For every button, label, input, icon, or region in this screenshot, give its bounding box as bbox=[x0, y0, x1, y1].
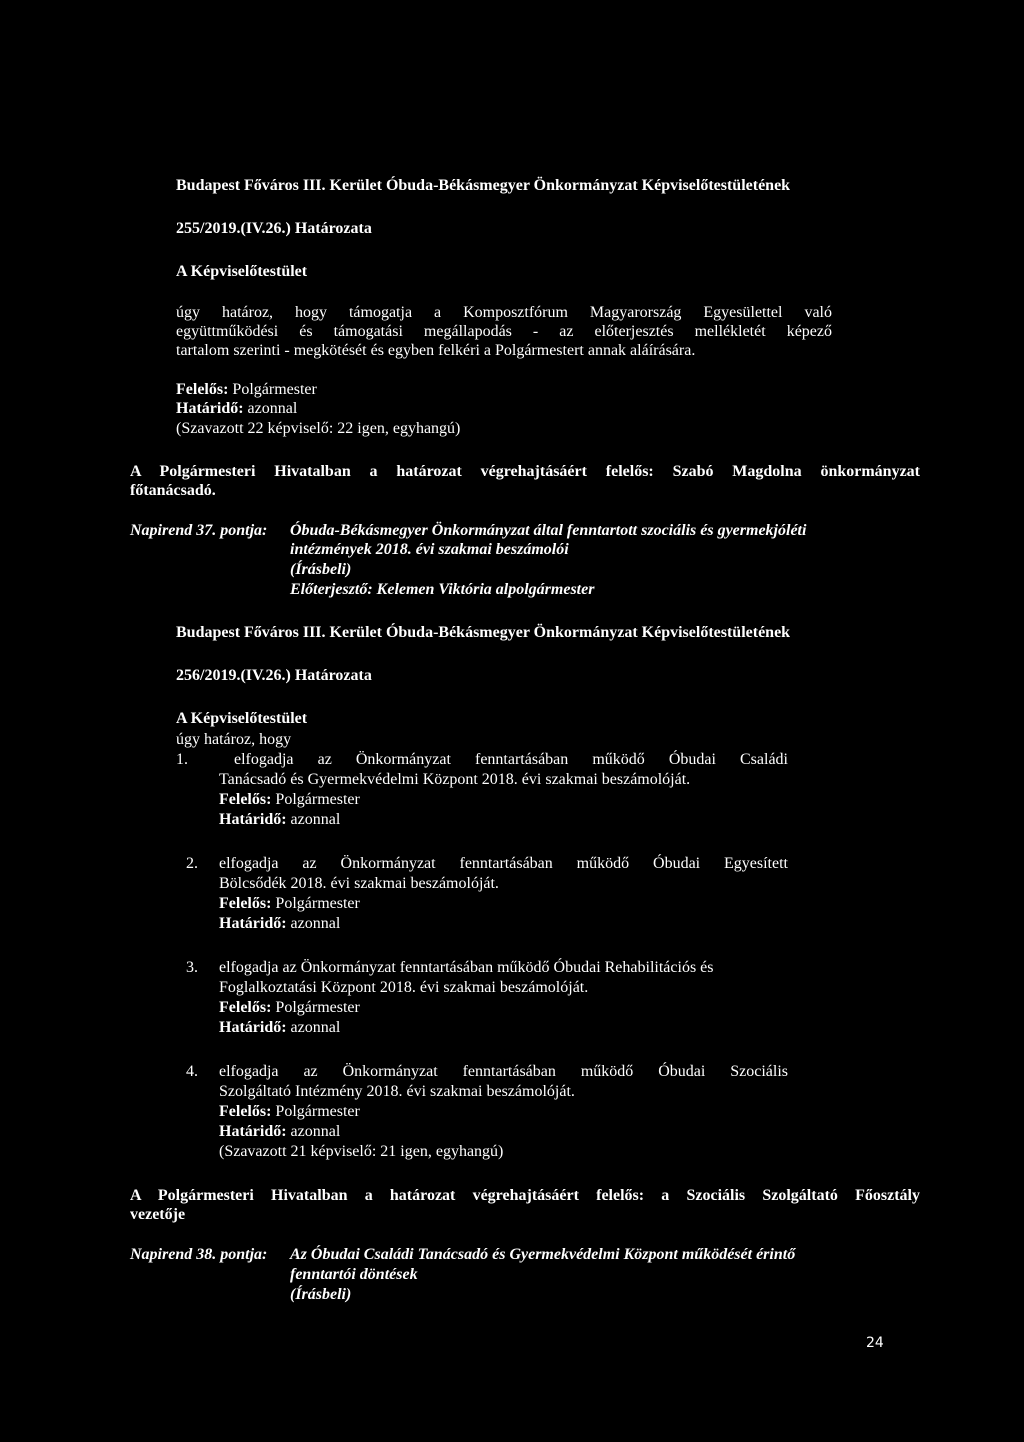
resolution-256-intro: úgy határoz, hogy bbox=[176, 731, 292, 748]
agenda-38-title: Az Óbudai Családi Tanácsadó és Gyermekvédelmi Központ működését érintő bbox=[290, 1246, 796, 1263]
resolution-255-body-title: A Képviselőtestület bbox=[176, 263, 308, 280]
list-item bbox=[186, 958, 788, 977]
item-number: 4. bbox=[186, 1063, 198, 1080]
resolution-256-body-title: A Képviselőtestület bbox=[176, 710, 308, 727]
item-text: elfogadja az Önkormányzat fenntartásában működő Óbudai Családi bbox=[234, 751, 788, 768]
agenda-38-label: Napirend 38. pontja: bbox=[130, 1246, 268, 1263]
deadline-row bbox=[176, 399, 297, 418]
resolution-255-text bbox=[176, 303, 832, 360]
responsible-row bbox=[219, 1102, 360, 1121]
responsible-row bbox=[176, 380, 317, 399]
item-text: elfogadja az Önkormányzat fenntartásában működő Óbudai Szociális bbox=[219, 1063, 788, 1080]
responsible-label: Felelős: bbox=[219, 1103, 272, 1120]
deadline-value: azonnal bbox=[290, 1019, 341, 1036]
text-line: úgy határoz, hogy támogatja a Komposztfórum Magyarország Egyesülettel való bbox=[176, 304, 832, 321]
item-number: 2. bbox=[186, 855, 198, 872]
deadline-row bbox=[219, 810, 340, 829]
responsible-value: Polgármester bbox=[275, 1103, 360, 1120]
text-line: együttműködési és támogatási megállapodás - az előterjesztés mellékletét képező bbox=[176, 323, 832, 340]
deadline-value: azonnal bbox=[247, 400, 298, 417]
agenda-37-type: (Írásbeli) bbox=[290, 561, 352, 578]
item-text-2: Tanácsadó és Gyermekvédelmi Központ 2018. évi szakmai beszámolóját. bbox=[219, 771, 691, 788]
responsible-row bbox=[219, 894, 360, 913]
executor-line-2: vezetője bbox=[130, 1206, 186, 1223]
page-number: 24 bbox=[866, 1335, 884, 1351]
vote-result: (Szavazott 22 képviselő: 22 igen, egyhangú) bbox=[176, 420, 461, 437]
resolution-256-heading: Budapest Főváros III. Kerület Óbuda-Békásmegyer Önkormányzat Képviselőtestületének bbox=[176, 624, 791, 641]
deadline-row bbox=[219, 1018, 340, 1037]
list-item bbox=[176, 750, 788, 769]
list-item bbox=[186, 1062, 788, 1081]
agenda-38-title-2: fenntartói döntések bbox=[290, 1266, 418, 1283]
item-text-2: Foglalkoztatási Központ 2018. évi szakmai beszámolóját. bbox=[219, 979, 589, 996]
responsible-row bbox=[219, 998, 360, 1017]
agenda-37-title-2: intézmények 2018. évi szakmai beszámolói bbox=[290, 541, 569, 558]
list-item bbox=[186, 854, 788, 873]
resolution-256-number: 256/2019.(IV.26.) Határozata bbox=[176, 667, 372, 684]
text-line: tartalom szerinti - megkötését és egyben felkéri a Polgármestert annak aláírására. bbox=[176, 342, 696, 359]
item-text: elfogadja az Önkormányzat fenntartásában működő Óbudai Rehabilitációs és bbox=[219, 959, 714, 976]
responsible-label: Felelős: bbox=[219, 895, 272, 912]
resolution-255-number: 255/2019.(IV.26.) Határozata bbox=[176, 220, 372, 237]
deadline-label: Határidő: bbox=[219, 1019, 287, 1036]
executor-line: A Polgármesteri Hivatalban a határozat végrehajtásáért felelős: a Szociális Szolgáltató Főosztály bbox=[130, 1187, 920, 1204]
responsible-value: Polgármester bbox=[232, 381, 317, 398]
responsible-label: Felelős: bbox=[219, 791, 272, 808]
responsible-value: Polgármester bbox=[275, 895, 360, 912]
responsible-value: Polgármester bbox=[275, 999, 360, 1016]
responsible-row bbox=[219, 790, 360, 809]
vote-result: (Szavazott 21 képviselő: 21 igen, egyhangú) bbox=[219, 1143, 504, 1160]
agenda-38-type: (Írásbeli) bbox=[290, 1286, 352, 1303]
responsible-value: Polgármester bbox=[275, 791, 360, 808]
deadline-label: Határidő: bbox=[219, 915, 287, 932]
deadline-label: Határidő: bbox=[219, 811, 287, 828]
item-number: 3. bbox=[186, 959, 198, 976]
resolution-255-heading: Budapest Főváros III. Kerület Óbuda-Békásmegyer Önkormányzat Képviselőtestületének bbox=[176, 177, 791, 194]
deadline-value: azonnal bbox=[290, 1123, 341, 1140]
deadline-row bbox=[219, 914, 340, 933]
responsible-label: Felelős: bbox=[219, 999, 272, 1016]
agenda-37-presenter: Előterjesztő: Kelemen Viktória alpolgármester bbox=[290, 581, 595, 598]
agenda-37-label: Napirend 37. pontja: bbox=[130, 522, 268, 539]
deadline-row bbox=[219, 1122, 340, 1141]
item-text-2: Bölcsődék 2018. évi szakmai beszámolóját. bbox=[219, 875, 499, 892]
agenda-37-title: Óbuda-Békásmegyer Önkormányzat által fenntartott szociális és gyermekjóléti bbox=[290, 522, 807, 539]
item-text-2: Szolgáltató Intézmény 2018. évi szakmai beszámolóját. bbox=[219, 1083, 575, 1100]
deadline-label: Határidő: bbox=[219, 1123, 287, 1140]
deadline-value: azonnal bbox=[290, 811, 341, 828]
responsible-label: Felelős: bbox=[176, 381, 229, 398]
deadline-value: azonnal bbox=[290, 915, 341, 932]
executor-line: A Polgármesteri Hivatalban a határozat végrehajtásáért felelős: Szabó Magdolna önkormányzat bbox=[130, 463, 920, 480]
executor-line-2: főtanácsadó. bbox=[130, 482, 216, 499]
deadline-label: Határidő: bbox=[176, 400, 244, 417]
item-number: 1. bbox=[176, 751, 188, 768]
item-text: elfogadja az Önkormányzat fenntartásában működő Óbudai Egyesített bbox=[219, 855, 788, 872]
